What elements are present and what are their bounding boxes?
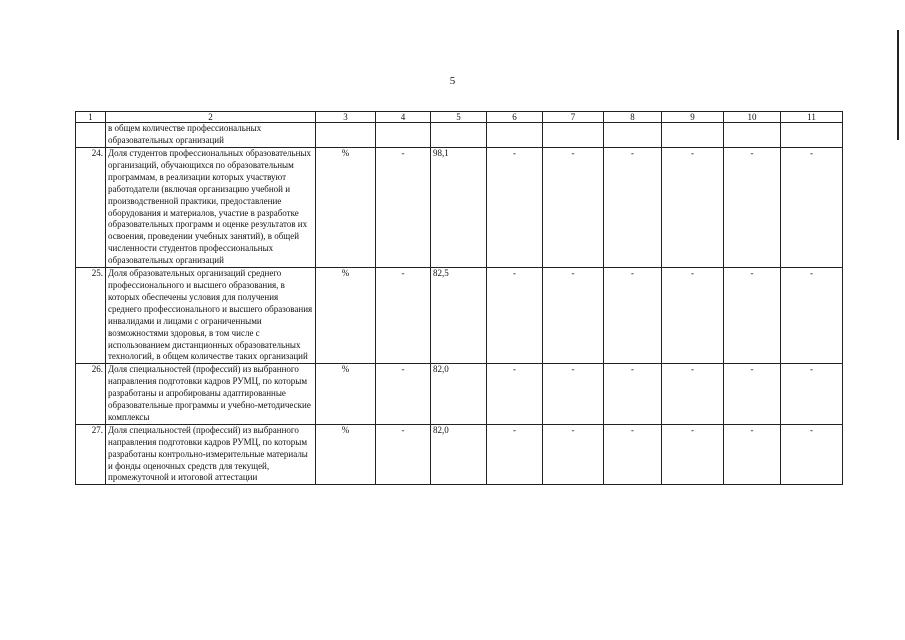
column-header: 10 [724,112,781,123]
value-cell: - [724,424,781,485]
value-cell: - [487,424,543,485]
value-cell: - [543,364,604,425]
value-cell: - [781,148,843,268]
value-cell: - [781,364,843,425]
table-row [76,364,843,425]
value-cell: - [543,424,604,485]
column-header: 5 [431,112,487,123]
column-header-row [76,112,843,123]
indicator-description: Доля образовательных организаций среднего профессионального и высшего образования, в которых обеспечены условия для получения среднего профессионального и высшего образования инвалидами и лицами с ограниченными возможностями здоровья, в том числе с использованием дистанционных образовательных технологий, в общем количестве таких организаций [106,268,316,364]
value-cell: - [662,148,724,268]
value-cell: 82,5 [431,268,487,364]
column-header: 9 [662,112,724,123]
row-number: 26. [76,364,106,425]
value-cell: - [543,148,604,268]
value-cell: - [781,424,843,485]
value-cell: - [724,364,781,425]
indicators-table [75,111,843,485]
value-cell: - [487,148,543,268]
value-cell: - [543,268,604,364]
column-header: 11 [781,112,843,123]
value-cell: - [604,364,662,425]
value-cell: - [376,268,431,364]
value-cell: 82,0 [431,364,487,425]
continuation-row [76,123,843,148]
value-cell: - [376,424,431,485]
indicator-description: Доля специальностей (профессий) из выбранного направления подготовки кадров РУМЦ, по которым разработаны контрольно-измерительные материалы и фонды оценочных средств для текущей, промежуточной и итоговой аттестации [106,424,316,485]
column-header: 3 [316,112,376,123]
value-cell: - [662,364,724,425]
value-cell: - [376,364,431,425]
unit-cell: % [316,364,376,425]
value-cell: - [724,268,781,364]
table-row [76,424,843,485]
value-cell: - [604,424,662,485]
unit-cell: % [316,424,376,485]
unit-cell: % [316,148,376,268]
value-cell: 98,1 [431,148,487,268]
value-cell: - [781,268,843,364]
value-cell: - [662,424,724,485]
indicator-description: Доля студентов профессиональных образовательных организаций, обучающихся по образовательным программам, в реализации которых участвуют работодатели (включая организацию учебной и производственной практики, предоставление оборудования и материалов, участие в разработке образовательных программ и оценке результатов их освоения, проведении учебных занятий), в общей численности студентов профессиональных образовательных организаций [106,148,316,268]
value-cell: 82,0 [431,424,487,485]
value-cell: - [604,148,662,268]
unit-cell: % [316,268,376,364]
column-header: 8 [604,112,662,123]
value-cell: - [604,268,662,364]
table-row [76,148,843,268]
value-cell: - [662,268,724,364]
continuation-text: в общем количестве профессиональных образовательных организаций [106,123,316,148]
column-header: 1 [76,112,106,123]
column-header: 6 [487,112,543,123]
row-number: 27. [76,424,106,485]
column-header: 4 [376,112,431,123]
value-cell: - [487,268,543,364]
column-header: 2 [106,112,316,123]
value-cell: - [724,148,781,268]
column-header: 7 [543,112,604,123]
table-row [76,268,843,364]
indicator-description: Доля специальностей (профессий) из выбранного направления подготовки кадров РУМЦ, по которым разработаны и апробированы адаптированные образовательные программы и учебно-методические комплексы [106,364,316,425]
value-cell: - [376,148,431,268]
page-number: 5 [449,75,456,87]
row-number: 25. [76,268,106,364]
value-cell: - [487,364,543,425]
row-number: 24. [76,148,106,268]
